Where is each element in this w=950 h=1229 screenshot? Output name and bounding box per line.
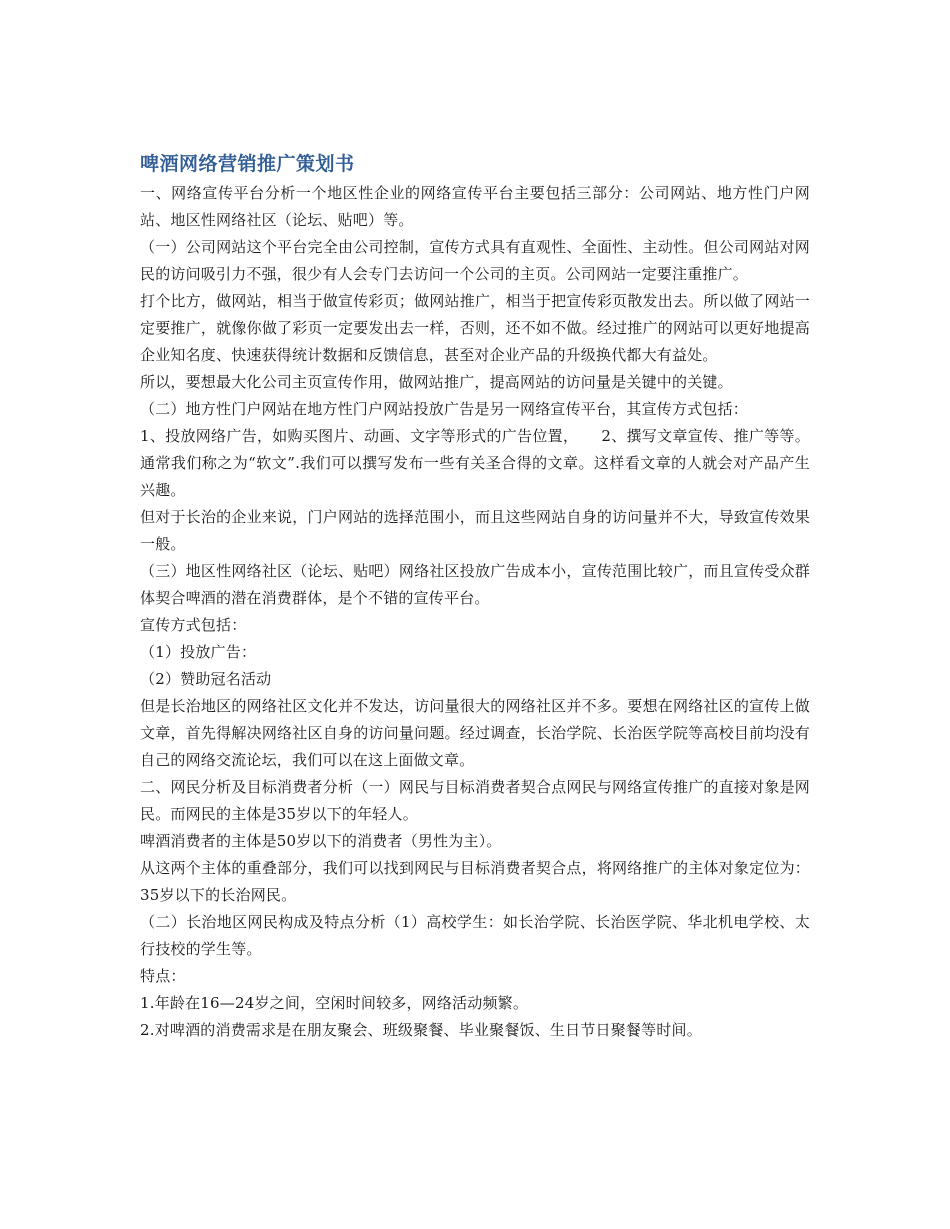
paragraph-method-sponsor: （2）赞助冠名活动 [140,670,272,688]
paragraph-local-netizens: （二）长治地区网民构成及特点分析（1）高校学生：如长治学院、长治医学院、华北机电学校、太行技校的学生等。 [140,913,810,958]
paragraph-methods-heading: 宣传方式包括： [140,616,247,634]
document-title: 啤酒网络营销推广策划书 [140,153,355,175]
paragraph-portal-sites: （二）地方性门户网站在地方性门户网站投放广告是另一网络宣传平台，其宣传方式包括： [140,400,749,418]
paragraph-beer-consumers: 啤酒消费者的主体是50岁以下的消费者（男性为主）。 [140,832,502,850]
paragraph-portal-limits: 但对于长治的企业来说，门户网站的选择范围小，而且这些网站自身的访问量并不大，导致宣传效果一般。 [140,508,810,553]
paragraph-platform-analysis: 一、网络宣传平台分析一个地区性企业的网络宣传平台主要包括三部分：公司网站、地方性门户网站、地区性网络社区（论坛、贴吧）等。 [140,184,810,229]
paragraph-analogy: 打个比方，做网站，相当于做宣传彩页；做网站推广，相当于把宣传彩页散发出去。所以做了网站一定要推广，就像你做了彩页一定要发出去一样，否则，还不如不做。经过推广的网站可以更好地提高企业知名度、快速获得统计数据和反馈信息，甚至对企业产品的升级换代都大有益处。 [140,292,810,364]
paragraph-feature-consumption: 2.对啤酒的消费需求是在朋友聚会、班级聚餐、毕业聚餐饭、生日节日聚餐等时间。 [140,1021,702,1039]
paragraph-feature-age: 1.年龄在16—24岁之间，空闲时间较多，网络活动频繁。 [140,994,529,1012]
paragraph-community: （三）地区性网络社区（论坛、贴吧）网络社区投放广告成本小，宣传范围比较广，而且宣传受众群体契合啤酒的潜在消费群体，是个不错的宣传平台。 [140,562,810,607]
paragraph-community-issues: 但是长治地区的网络社区文化并不发达，访问量很大的网络社区并不多。要想在网络社区的宣传上做文章，首先得解决网络社区自身的访问量问题。经过调查，长治学院、长治医学院等高校目前均没有自己的网络交流论坛，我们可以在这上面做文章。 [140,697,810,769]
paragraph-conclusion: 所以，要想最大化公司主页宣传作用，做网站推广，提高网站的访问量是关键中的关键。 [140,373,733,391]
paragraph-netizen-analysis: 二、网民分析及目标消费者分析（一）网民与目标消费者契合点网民与网络宣传推广的直接对象是网民。而网民的主体是35岁以下的年轻人。 [140,778,810,823]
paragraph-company-website: （一）公司网站这个平台完全由公司控制，宣传方式具有直观性、全面性、主动性。但公司网站对网民的访问吸引力不强，很少有人会专门去访问一个公司的主页。公司网站一定要注重推广。 [140,238,810,283]
paragraph-ad-methods: 1、投放网络广告，如购买图片、动画、文字等形式的广告位置， 2、撰写文章宣传、推广等等。通常我们称之为“软文”.我们可以撰写发布一些有关圣合得的文章。这样看文章的人就会对产品产生兴趣。 [140,427,810,499]
paragraph-features-heading: 特点： [140,967,186,985]
document-page [140,150,810,1044]
paragraph-target-overlap: 从这两个主体的重叠部分，我们可以找到网民与目标消费者契合点，将网络推广的主体对象定位为：35岁以下的长治网民。 [140,859,810,904]
paragraph-method-ads: （1）投放广告： [140,643,257,661]
